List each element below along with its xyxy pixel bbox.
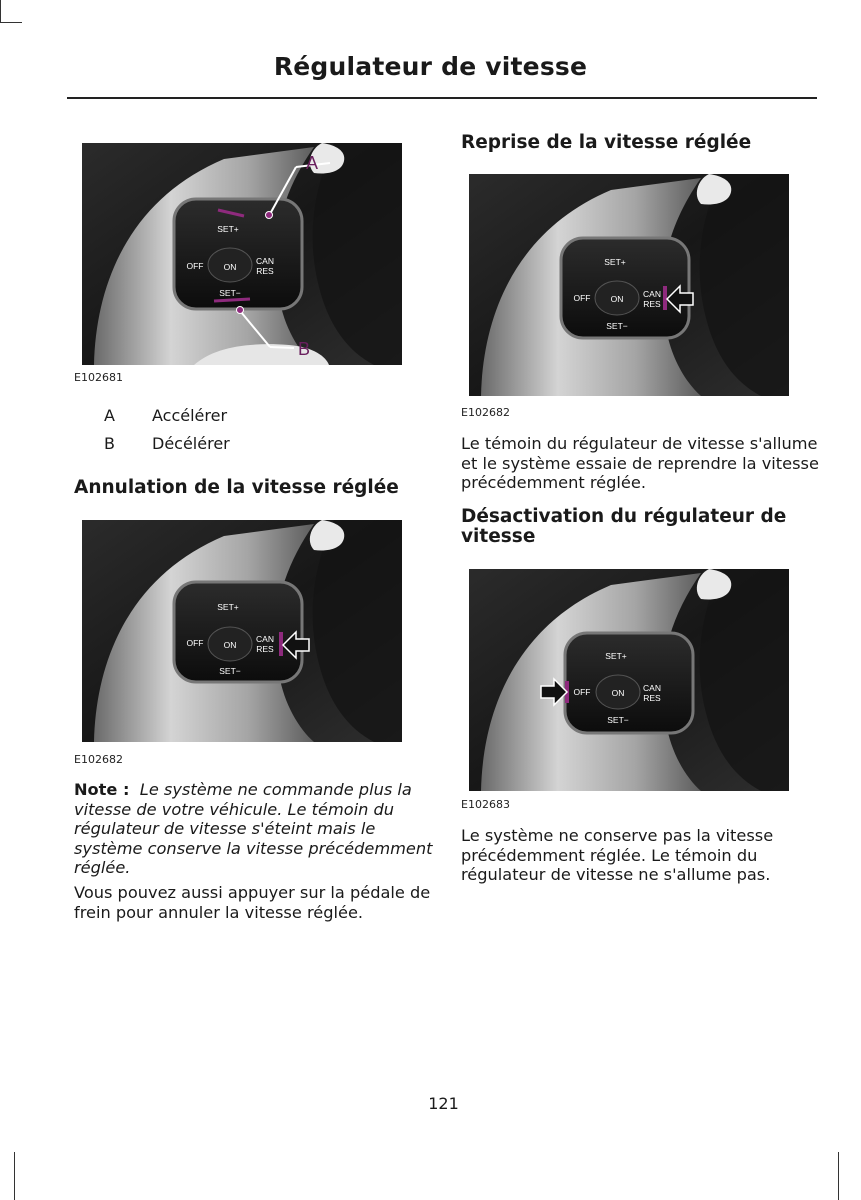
note-text: Le système ne commande plus la vitesse de votre véhicule. Le témoin du régulateur de vitesse s'éteint mais le système conserve la vitesse précédemment réglée. bbox=[74, 780, 433, 878]
set-plus-label: SET+ bbox=[217, 224, 239, 234]
figure-code: E102683 bbox=[461, 798, 510, 811]
legend-item bbox=[104, 434, 230, 453]
res-label: RES bbox=[643, 693, 661, 703]
callout-a: A bbox=[306, 153, 319, 173]
legend-key: B bbox=[104, 434, 115, 453]
on-label: ON bbox=[611, 688, 625, 698]
can-label: CAN bbox=[643, 683, 661, 693]
steering-control-figure-speed bbox=[74, 137, 420, 371]
legend-text: Décélérer bbox=[152, 434, 230, 453]
crop-mark bbox=[0, 22, 22, 23]
header-divider bbox=[67, 97, 817, 99]
callout-b: B bbox=[298, 339, 311, 359]
legend-item bbox=[104, 406, 227, 425]
steering-control-figure-resume bbox=[461, 168, 807, 402]
res-label: RES bbox=[643, 299, 661, 309]
section-heading-cancel: Annulation de la vitesse réglée bbox=[74, 477, 399, 498]
legend-key: A bbox=[104, 406, 115, 425]
res-label: RES bbox=[256, 266, 274, 276]
off-label: OFF bbox=[573, 293, 591, 303]
steering-control-figure-disable bbox=[461, 563, 807, 797]
page-title: Régulateur de vitesse bbox=[273, 52, 588, 81]
on-label: ON bbox=[223, 262, 237, 272]
paragraph: Le témoin du régulateur de vitesse s'allume et le système essaie de reprendre la vitesse précédemment réglée. bbox=[461, 434, 819, 493]
off-label: OFF bbox=[573, 687, 591, 697]
figure-code: E102682 bbox=[461, 406, 510, 419]
set-minus-label: SET− bbox=[219, 666, 241, 676]
set-minus-label: SET− bbox=[607, 715, 629, 725]
crop-mark bbox=[838, 1152, 839, 1200]
paragraph: Vous pouvez aussi appuyer sur la pédale de frein pour annuler la vitesse réglée. bbox=[74, 883, 431, 922]
set-minus-label: SET− bbox=[606, 321, 628, 331]
set-plus-label: SET+ bbox=[604, 257, 626, 267]
set-plus-label: SET+ bbox=[217, 602, 239, 612]
on-label: ON bbox=[223, 640, 237, 650]
page-number: 121 bbox=[428, 1094, 459, 1113]
off-label: OFF bbox=[186, 638, 204, 648]
crop-mark bbox=[0, 0, 1, 22]
set-plus-label: SET+ bbox=[605, 651, 627, 661]
figure-code: E102682 bbox=[74, 753, 123, 766]
steering-control-figure-cancel bbox=[74, 514, 420, 748]
crop-mark bbox=[14, 1152, 15, 1200]
section-heading-resume: Reprise de la vitesse réglée bbox=[461, 132, 752, 153]
can-label: CAN bbox=[643, 289, 661, 299]
legend-text: Accélérer bbox=[152, 406, 228, 425]
paragraph: Le système ne conserve pas la vitesse précédemment réglée. Le témoin du régulateur de vitesse ne s'allume pas. bbox=[461, 826, 774, 885]
on-label: ON bbox=[610, 294, 624, 304]
set-minus-label: SET− bbox=[219, 288, 241, 298]
figure-code: E102681 bbox=[74, 371, 123, 384]
res-label: RES bbox=[256, 644, 274, 654]
can-label: CAN bbox=[256, 256, 274, 266]
can-label: CAN bbox=[256, 634, 274, 644]
off-label: OFF bbox=[186, 261, 204, 271]
note-block bbox=[74, 780, 434, 878]
note-label: Note : bbox=[74, 780, 130, 799]
section-heading-disable: Désactivation du régulateur de vitesse bbox=[461, 506, 787, 547]
